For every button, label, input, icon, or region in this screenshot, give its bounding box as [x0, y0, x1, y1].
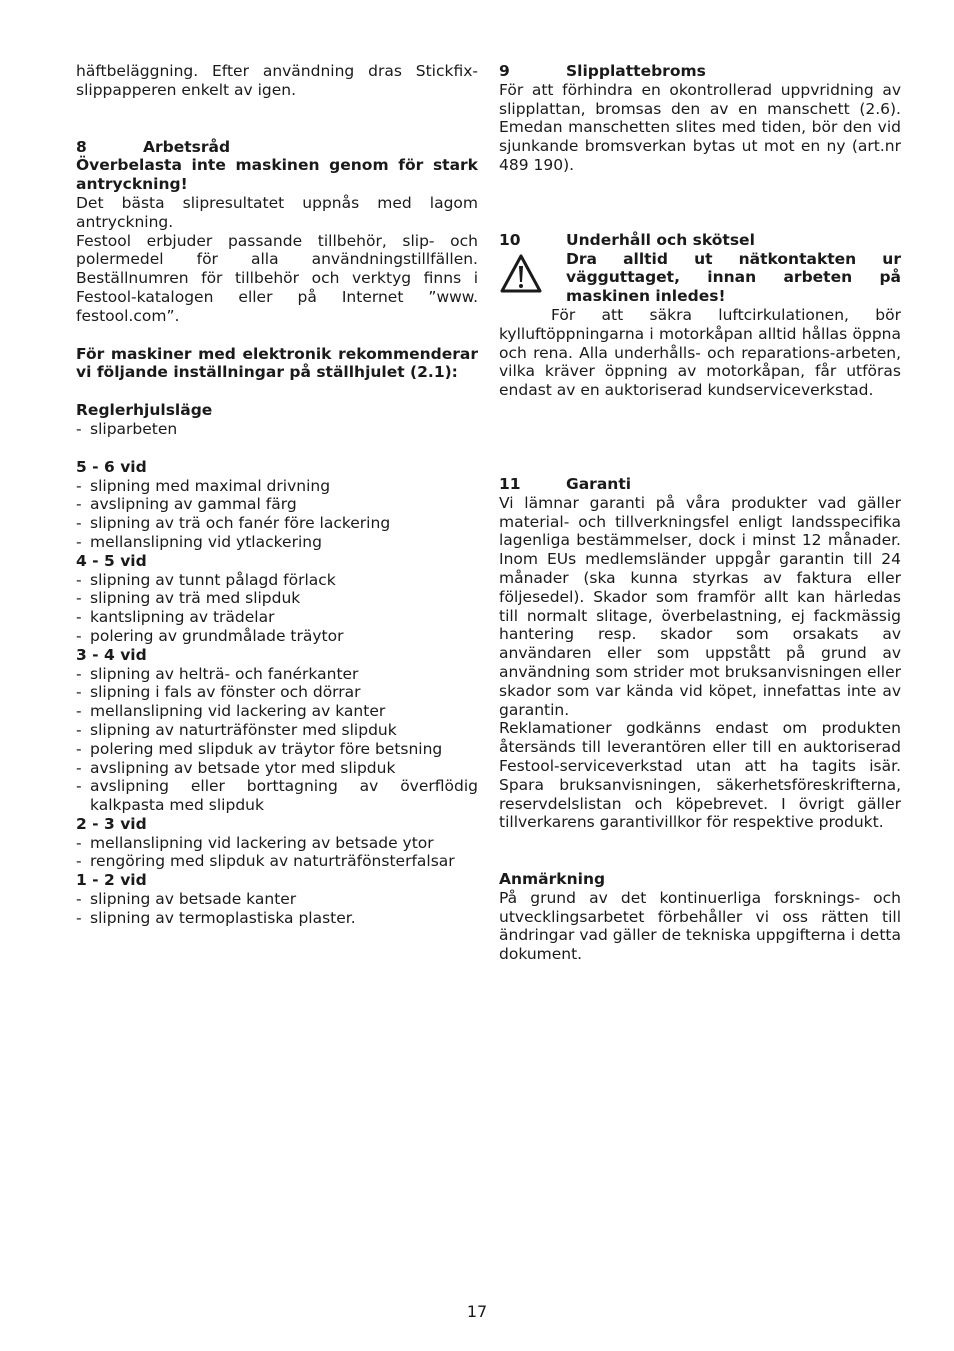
speed-group-heading: 3 - 4 vid	[76, 645, 147, 664]
speed-group-list	[76, 890, 478, 928]
section-9-body: För att förhindra en okontrollerad uppvridning av slipplattan, bromsas den av en manschett (2.6). Emedan manschetten slites med tiden, bör den vid sjunkande bromsverkan bytas ut mot en ny (art.nr 489 190).	[499, 80, 901, 174]
list-item: - slipning av naturträfönster med slipduk	[76, 721, 478, 740]
section-title: Arbetsråd	[143, 137, 231, 156]
speed-group-heading: 2 - 3 vid	[76, 814, 147, 833]
warning-block	[499, 250, 901, 306]
list-item: - avslipning av gammal färg	[76, 495, 478, 514]
section-9-heading	[499, 62, 901, 81]
page-number: 17	[466, 1302, 488, 1321]
setting-heading: Reglerhjulsläge	[76, 401, 213, 420]
list-item: - sliparbeten	[76, 420, 478, 439]
list-item: - slipning i fals av fönster och dörrar	[76, 683, 478, 702]
section-title: Underhåll och skötsel	[566, 230, 755, 249]
intro-paragraph: häftbeläggning. Efter användning dras Stickfix-slippapperen enkelt av igen.	[76, 62, 478, 99]
section-11-heading	[499, 475, 901, 494]
section-8-subtitle: Överbelasta inte maskinen genom för stark antryckning!	[76, 156, 478, 194]
left-column	[76, 62, 478, 928]
right-column	[499, 62, 901, 964]
section-10-body: För att säkra luftcirkulationen, bör kylluftöppningarna i motorkåpan alltid hållas öppna och rena. Alla underhålls- och reparations-arbeten, vilka kräver öppning av motorkåpan, får utföras endast av en auktoriserad kundserviceverkstad.	[499, 305, 901, 400]
section-8-paragraph-2: Festool erbjuder passande tillbehör, slip- och polermedel för alla användningstillfällen. Beställnumren för tillbehör och verktyg finns i Festool-katalogen eller på Internet ”www. festool.com”.	[76, 231, 478, 325]
warning-triangle-icon	[499, 250, 566, 306]
list-item: - mellanslipning vid lackering av betsade ytor	[76, 834, 478, 853]
speed-group-heading: 4 - 5 vid	[76, 551, 147, 570]
section-number: 8	[76, 137, 87, 156]
section-8-heading	[76, 138, 478, 157]
warning-text: Dra alltid ut nätkontakten ur vägguttaget, innan arbeten på maskinen inledes!	[566, 249, 901, 306]
section-number: 10	[499, 230, 521, 249]
list-item: - mellanslipning vid lackering av kanter	[76, 702, 478, 721]
speed-group-list	[76, 834, 478, 872]
note-body: På grund av det kontinuerliga forsknings- och utvecklingsarbetet förbehåller vi oss rätten till ändringar vad gäller de tekniska uppgifterna i detta dokument.	[499, 888, 901, 964]
list-item: - rengöring med slipduk av naturträfönsterfalsar	[76, 852, 478, 871]
section-number: 9	[499, 62, 510, 80]
speed-group-list	[76, 477, 478, 552]
speed-group-list	[76, 665, 478, 815]
section-11-paragraph-2: Reklamationer godkänns endast om produkten återsänds till leverantören eller till en auktoriserad Festool-serviceverkstad utan att ha tagits isär. Spara bruksanvisningen, säkerhetsföreskrifterna, reservdelslistan och köpebrevet. I övrigt gäller tillverkarens garantivillkor för respektive produkt.	[499, 719, 901, 832]
list-item: - avslipning eller borttagning av överflödig kalkpasta med slipduk	[76, 777, 478, 815]
note-title: Anmärkning	[499, 870, 606, 889]
list-item: - polering av grundmålade träytor	[76, 627, 478, 646]
section-number: 11	[499, 474, 521, 493]
section-title: Garanti	[566, 474, 632, 493]
section-8-paragraph-1: Det bästa slipresultatet uppnås med lagom antryckning.	[76, 193, 478, 231]
list-item: - slipning av trä och fanér före lackering	[76, 514, 478, 533]
list-item: - mellanslipning vid ytlackering	[76, 533, 478, 552]
speed-group	[76, 646, 478, 815]
section-title: Slipplattebroms	[566, 62, 706, 80]
list-item: - slipning av termoplastiska plaster.	[76, 909, 478, 928]
list-item: - avslipning av betsade ytor med slipduk	[76, 759, 478, 778]
section-10-heading	[499, 231, 901, 250]
list-item: - slipning av tunnt pålagd förlack	[76, 571, 478, 590]
list-item: - slipning av trä med slipduk	[76, 589, 478, 608]
setting-list	[76, 420, 478, 439]
speed-group	[76, 871, 478, 927]
speed-group-heading: 1 - 2 vid	[76, 871, 147, 890]
list-item: - slipning av betsade kanter	[76, 890, 478, 909]
list-item: - kantslipning av trädelar	[76, 608, 478, 627]
speed-group-heading: 5 - 6 vid	[76, 457, 147, 476]
section-11-paragraph-1: Vi lämnar garanti på våra produkter vad gäller material- och tillverkningsfel enligt landsspecifika lagenliga bestämmelser, dock i minst 12 månader. Inom EUs medlemsländer uppgår garantin till 24 månader (ska kunna styrkas av faktura eller följesedel). Skador som framför allt kan härledas till normalt slitage, överbelastning, ej fackmässig hantering resp. skador som orsakats av användaren eller som uppstått på grund av användning som strider mot bruksanvisningen eller skador som var kända vid köpet, innefattas inte av garantin.	[499, 493, 901, 719]
speed-group	[76, 552, 478, 646]
speed-group-list	[76, 571, 478, 646]
list-item: - slipning med maximal drivning	[76, 477, 478, 496]
recommendation-heading: För maskiner med elektronik rekommenderar vi följande inställningar på ställhjulet (2.1):	[76, 344, 478, 382]
speed-group	[76, 458, 478, 552]
list-item: - slipning av helträ- och fanérkanter	[76, 665, 478, 684]
speed-group	[76, 815, 478, 871]
list-item: - polering med slipduk av träytor före betsning	[76, 740, 478, 759]
